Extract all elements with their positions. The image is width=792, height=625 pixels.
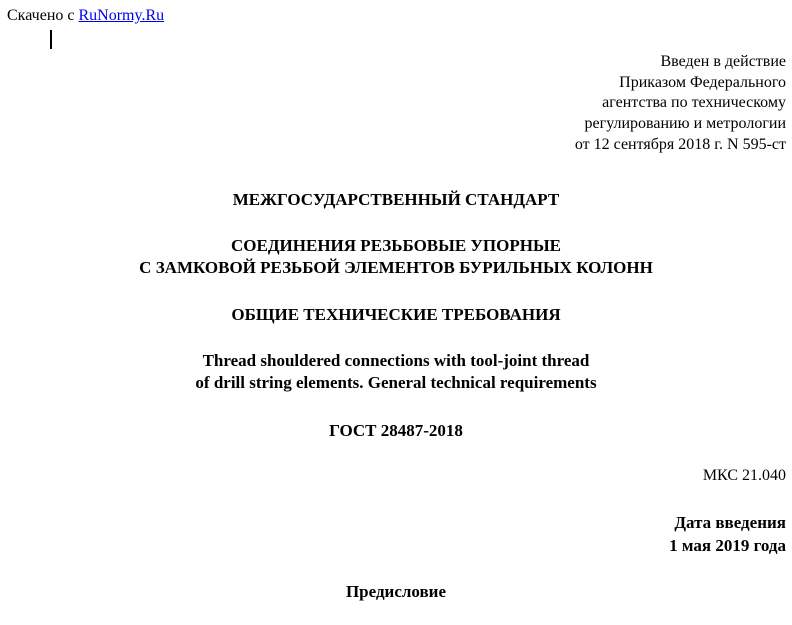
- standard-title: [0, 235, 792, 279]
- english-title: [0, 350, 792, 394]
- enactment-line: агентства по техническому: [602, 94, 786, 112]
- download-source-prefix: Скачено с: [7, 7, 79, 24]
- enactment-line: Введен в действие: [660, 53, 786, 70]
- effective-date-value: 1 мая 2019 года: [669, 536, 786, 555]
- enactment-line: регулированию и метрологии: [584, 115, 786, 133]
- standard-designation: ГОСТ 28487-2018: [329, 421, 463, 440]
- effective-date: [669, 511, 786, 557]
- standard-title-line: С ЗАМКОВОЙ РЕЗЬБОЙ ЭЛЕМЕНТОВ БУРИЛЬНЫХ КОЛОНН: [139, 258, 653, 277]
- foreword-heading: Предисловие: [345, 582, 447, 601]
- enactment-line: Приказом Федерального: [619, 73, 786, 91]
- standard-category-heading: МЕЖГОСУДАРСТВЕННЫЙ СТАНДАРТ: [232, 190, 560, 209]
- effective-date-label: Дата введения: [674, 513, 786, 532]
- standard-subtitle: ОБЩИЕ ТЕХНИЧЕСКИЕ ТРЕБОВАНИЯ: [231, 305, 561, 324]
- standard-title-line: СОЕДИНЕНИЯ РЕЗЬБОВЫЕ УПОРНЫЕ: [231, 236, 561, 255]
- text-cursor: [50, 30, 52, 49]
- enactment-note: [575, 52, 786, 156]
- english-title-line: Thread shouldered connections with tool-joint thread: [202, 351, 590, 370]
- runormy-link[interactable]: RuNormy.Ru: [78, 7, 165, 24]
- download-source-line: [7, 6, 164, 26]
- classification-code: МКС 21.040: [702, 467, 786, 484]
- enactment-line: от 12 сентября 2018 г. N 595-ст: [574, 135, 786, 153]
- english-title-line: of drill string elements. General technical requirements: [195, 373, 597, 392]
